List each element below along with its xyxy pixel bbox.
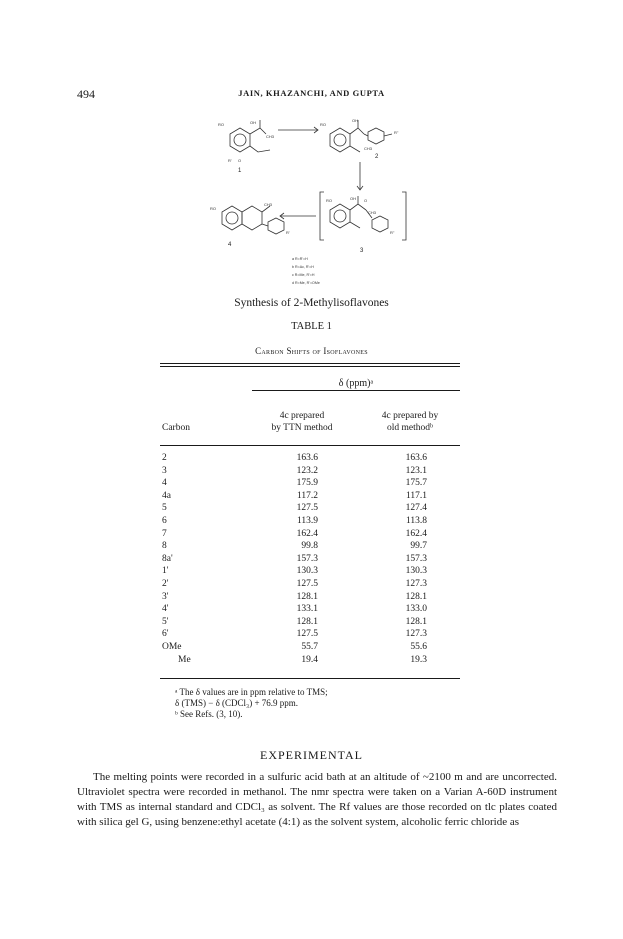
ttn-cell: 128.1 xyxy=(296,616,318,627)
old-cell: 163.6 xyxy=(405,453,427,463)
table-title: Carbon Shifts of Isoflavones xyxy=(255,346,368,356)
experimental-paragraph: The melting points were recorded in a sulfuric acid bath at an altitude of ~2100 m and are uncorrected. Ultraviolet spectra were recorded in methanol. The nmr spectra were taken on a Varian A-60D instrument with TMS as internal standard and CDCl₃ as solvent. The Rf values are those recorded on tlc plates coated with silica gel G, using benzene:ethyl acetate (4:1) as the solvent system, alcoholic ferric chloride as xyxy=(77,771,557,828)
old-cell: 127.3 xyxy=(405,578,427,589)
ttn-cell: 113.9 xyxy=(296,515,318,526)
table-row xyxy=(162,565,462,578)
scheme-label-r2prime-2: R'' xyxy=(394,130,399,135)
ttn-cell: 99.8 xyxy=(301,541,318,552)
carbon-cell: 7 xyxy=(162,528,167,539)
old-cell: 19.3 xyxy=(410,654,427,665)
table-row xyxy=(162,654,462,667)
old-cell: 99.7 xyxy=(410,541,427,552)
scheme-label-ro-4: RO xyxy=(210,206,216,211)
ttn-cell: 163.6 xyxy=(296,453,318,463)
ttn-cell: 162.4 xyxy=(296,528,318,539)
carbon-cell: 2 xyxy=(162,453,167,463)
ttn-cell: 19.4 xyxy=(301,654,318,665)
ttn-cell: 55.7 xyxy=(301,641,318,652)
carbon-cell: 2' xyxy=(162,578,169,589)
table-row xyxy=(162,628,462,641)
scheme-legend-d: d R=Me, R'=OMe xyxy=(292,281,320,285)
page-number: 494 xyxy=(77,87,95,101)
old-cell: 133.0 xyxy=(405,604,427,615)
scheme-label-ch3-3: CH3 xyxy=(368,210,377,215)
footnote-a-line2: δ (TMS) − δ (CDCl₃) + 76.9 ppm. xyxy=(175,698,299,708)
running-head: JAIN, KHAZANCHI, AND GUPTA xyxy=(238,88,385,98)
carbon-cell: 5 xyxy=(162,503,167,514)
carbon-cell: 4' xyxy=(162,604,169,615)
scheme-label-ro-2: RO xyxy=(320,122,326,127)
col-header-ttn-line2: by TTN method xyxy=(271,423,333,433)
ttn-cell: 175.9 xyxy=(296,478,318,489)
old-cell: 127.4 xyxy=(405,503,427,514)
col-header-old-line1: 4c prepared by xyxy=(381,411,439,421)
table-header-rule xyxy=(160,445,460,446)
table-row xyxy=(162,452,462,465)
carbon-cell: 3 xyxy=(162,465,167,476)
table-top-rule-1 xyxy=(160,363,460,364)
compound-3-ring xyxy=(330,204,350,228)
old-cell: 157.3 xyxy=(405,553,427,564)
old-cell: 117.1 xyxy=(405,490,427,501)
table-row xyxy=(162,578,462,591)
scheme-label-oh-3: OH xyxy=(350,196,356,201)
carbon-cell: 8a' xyxy=(162,553,173,564)
carbon-cell: OMe xyxy=(162,641,182,652)
table-top-rule-2 xyxy=(160,366,460,367)
table-row xyxy=(162,502,462,515)
compound-label-4: 4 xyxy=(228,242,232,248)
old-cell: 113.8 xyxy=(405,515,427,526)
table-row xyxy=(162,515,462,528)
ttn-cell: 130.3 xyxy=(296,566,318,577)
footnote-a-line1: ᵃ The δ values are in ppm relative to TMS; xyxy=(175,687,328,697)
ttn-cell: 157.3 xyxy=(296,553,318,564)
scheme-label-ro-3: RO xyxy=(326,198,332,203)
col-header-ttn-line1: 4c prepared xyxy=(279,411,325,421)
ttn-cell: 128.1 xyxy=(296,591,318,602)
carbon-cell: 6' xyxy=(162,629,169,640)
compound-label-2: 2 xyxy=(375,154,379,160)
table-label: TABLE 1 xyxy=(291,321,332,332)
old-cell: 162.4 xyxy=(405,528,427,539)
ttn-cell: 117.2 xyxy=(296,490,318,501)
footnote-b: ᵇ See Refs. (3, 10). xyxy=(175,709,243,719)
scheme-label-oh-1: OH xyxy=(250,120,256,125)
scheme-label-o-1: O xyxy=(238,158,242,163)
table-row xyxy=(162,540,462,553)
scheme-label-oh-2: OH xyxy=(352,118,358,123)
old-cell: 130.3 xyxy=(405,566,427,577)
scheme-caption: Synthesis of 2-Methylisoflavones xyxy=(234,297,389,309)
old-cell: 127.3 xyxy=(405,629,427,640)
col-header-carbon: Carbon xyxy=(162,423,190,433)
table-row xyxy=(162,591,462,604)
ttn-cell: 127.5 xyxy=(296,503,318,514)
table-row xyxy=(162,641,462,654)
carbon-cell: 6 xyxy=(162,515,167,526)
scheme-legend-b: b R=Ac, R'=H xyxy=(292,265,314,269)
old-cell: 55.6 xyxy=(410,641,427,652)
compound-1-ring xyxy=(230,128,250,152)
ttn-cell: 123.2 xyxy=(296,465,318,476)
table-bottom-rule xyxy=(160,678,460,679)
synthesis-scheme xyxy=(200,110,440,295)
scheme-label-rprime-1: R' xyxy=(228,158,232,163)
compound-label-1: 1 xyxy=(238,168,242,174)
table-row xyxy=(162,465,462,478)
section-heading: EXPERIMENTAL xyxy=(259,748,364,762)
scheme-legend-c: c R=Me, R'=H xyxy=(292,273,315,277)
scheme-label-ch3-2: CH3 xyxy=(364,146,373,151)
scheme-label-ch3-4: CH3 xyxy=(264,202,273,207)
carbon-cell: 5' xyxy=(162,616,169,627)
carbon-cell: 3' xyxy=(162,591,169,602)
scheme-label-rprime-4: R' xyxy=(286,230,290,235)
scheme-label-r2prime-3: R'' xyxy=(390,230,395,235)
col-header-old-line2: old methodᵇ xyxy=(387,423,433,433)
ttn-cell: 127.5 xyxy=(296,629,318,640)
old-cell: 123.1 xyxy=(405,465,427,476)
table-row xyxy=(162,490,462,503)
delta-header: δ (ppm)ᵃ xyxy=(338,378,374,389)
carbon-cell: Me xyxy=(178,654,191,665)
col-header-old xyxy=(360,410,460,434)
scheme-label-o-3: O xyxy=(364,198,368,203)
ttn-cell: 133.1 xyxy=(296,604,318,615)
table-row xyxy=(162,477,462,490)
old-cell: 128.1 xyxy=(405,616,427,627)
compound-2-ring xyxy=(330,128,350,152)
table-body xyxy=(162,452,462,666)
col-header-ttn xyxy=(254,410,350,434)
ttn-cell: 127.5 xyxy=(296,578,318,589)
scheme-label-ch3-1: CH3 xyxy=(266,134,275,139)
carbon-cell: 4a xyxy=(162,490,171,501)
table-row xyxy=(162,603,462,616)
table-row xyxy=(162,528,462,541)
delta-header-rule xyxy=(252,390,460,391)
table-row xyxy=(162,616,462,629)
old-cell: 175.7 xyxy=(405,478,427,489)
carbon-cell: 8 xyxy=(162,541,167,552)
scheme-label-ro-1: RO xyxy=(218,122,224,127)
compound-label-3: 3 xyxy=(360,248,364,254)
table-row xyxy=(162,553,462,566)
carbon-cell: 4 xyxy=(162,478,167,489)
compound-4-ring xyxy=(222,206,242,230)
scheme-legend-a: a R=R'=H xyxy=(292,257,308,261)
table-footnotes xyxy=(175,687,465,720)
old-cell: 128.1 xyxy=(405,591,427,602)
carbon-cell: 1' xyxy=(162,566,169,577)
